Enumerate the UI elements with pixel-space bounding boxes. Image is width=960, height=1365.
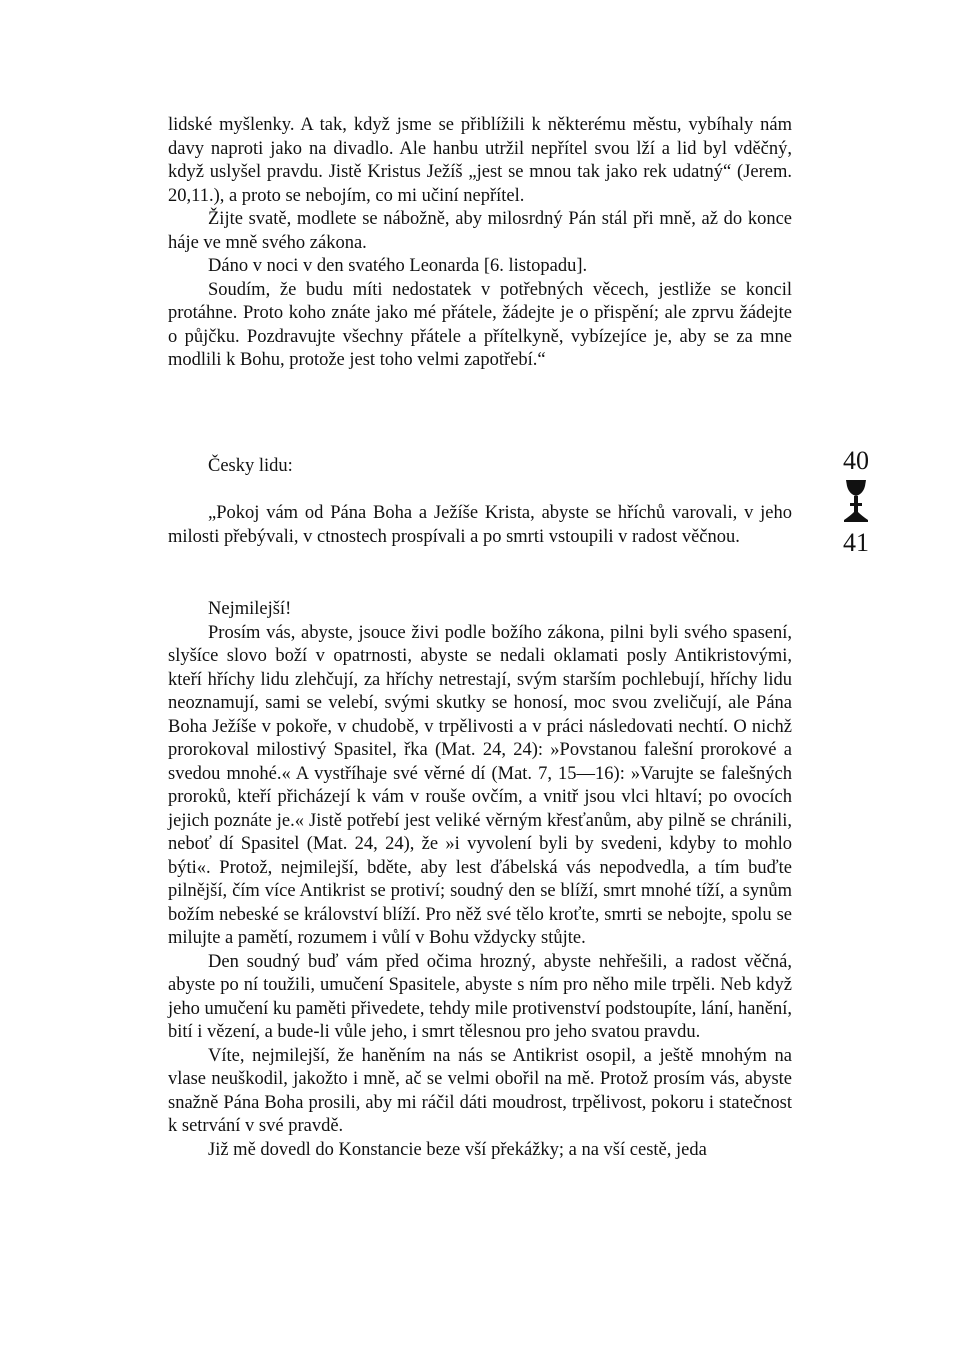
- paragraph: Již mě dovedl do Konstancie beze vší překážky; a na vší cestě, jeda: [208, 1139, 707, 1160]
- paragraph: Žijte svatě, modlete se nábožně, aby milosrdný Pán stál při mně, až do konce háje ve mně svého zákona.: [168, 209, 792, 253]
- page-number-top: 40: [843, 446, 869, 475]
- paragraph: Prosím vás, abyste, jsouce živi podle božího zákona, pilni byli svého spasení, slyšíce slovo boží v opatrnosti, abyste se nedali oklamati posly Antikristovými, kteří hříchy lidu zlehčují, za hříchy netrestají, svým starším pochlebují, hříchy lidu neoznamují, sami se velebí, svými skutky se honosí, moc svou zveličují, ale Pána Boha Ježíše v pokoře, v chudobě, v trpělivosti a v práci následovati nechtí. O nichž prorokoval milostivý Spasitel, řka (Mat. 24, 24): »Povstanou falešní prorokové a svedou mnohé.« A vystříhaje své věrné dí (Mat. 7, 15—16): »Varujte se falešných proroků, kteří přicházejí k vám v rouše ovčím, a vnitř jsou vlci hltaví; po ovocích jejich poznáte je.« Jistě potřebí jest veliké věrným křesťanům, aby pilně se chránili, neboť dí Spasitel (Mat. 24, 24), že »i vyvolení byli by svedeni, kdyby to mohlo býti«. Protož, nejmilejší, bděte, aby lest ďábelská vás nepodvedla, a tím buďte pilnější, čím více Antikrist se protiví; soudný den se blíží, smrt mnohé tíží, a synům božím nebeské se království blíží. Pro něž své tělo kroťte, smrti se nebojte, spolu se milujte a pamětí, rozumem i vůlí v Bohu vždycky stůjte.: [168, 622, 792, 948]
- chalice-icon: [838, 478, 874, 524]
- paragraph: Víte, nejmilejší, že haněním na nás se Antikrist osopil, a ještě mnohým na vlase neuškodil, jakožto i mně, ač se velmi obořil na mě. Protož prosím vás, abyste snažně Pána Boha prosili, aby mi ráčil dáti moudrost, trpělivost, pokoru i statečnost k setrvání v své pravdě.: [168, 1045, 792, 1136]
- letter-top-section: [168, 114, 792, 373]
- opening-blessing: „Pokoj vám od Pána Boha a Ježíše Krista, abyste se hříchů varovali, v jeho milosti přebývali, v ctnostech prospívali a po smrti vstoupili v radost věčnou.: [168, 503, 792, 547]
- page-reference-margin-note: [826, 446, 886, 558]
- greeting-section: [168, 455, 792, 479]
- date-line: Dáno v noci v den svatého Leonarda [6. listopadu].: [208, 256, 588, 276]
- paragraph: lidské myšlenky. A tak, když jsme se přiblížili k některému městu, vybíhaly nám davy naproti jako na divadlo. Ale hanbu utržil nepřítel svou lží a lid byl vděčný, když uslyšel pravdu. Jistě Kristus Ježíš „jest se mnou tak jako rek udatný“ (Jerem. 20,11.), a proto se nebojím, co mi učiní nepřítel.: [168, 115, 792, 206]
- greeting-heading: Česky lidu:: [208, 456, 293, 476]
- quote-section: [168, 502, 792, 549]
- letter-main-section: [168, 598, 792, 1162]
- page-number-bottom: 41: [843, 528, 869, 557]
- salutation: Nejmilejší!: [208, 599, 292, 619]
- paragraph: Soudím, že budu míti nedostatek v potřebných věcech, jestliže se koncil protáhne. Proto koho znáte jako mé přátele, žádejte je o přispění; ale zprvu žádejte o půjčku. Pozdravujte všechny přátele a přítelkyně, vybízejíce je, aby se za mne modlili k Bohu, protože jest toho velmi zapotřebí.“: [168, 279, 792, 370]
- paragraph: Den soudný buď vám před očima hrozný, abyste nehřešili, a radost věčná, abyste po ní toužili, umučení Spasitele, abyste s ním pro něho mile trpěli. Neb když jeho umučení ku paměti přivedete, tehdy mile protivenství podstoupíte, lání, hanění, bití i vězení, a bude-li vůle jeho, i smrt tělesnou pro jeho svatou pravdu.: [168, 951, 792, 1042]
